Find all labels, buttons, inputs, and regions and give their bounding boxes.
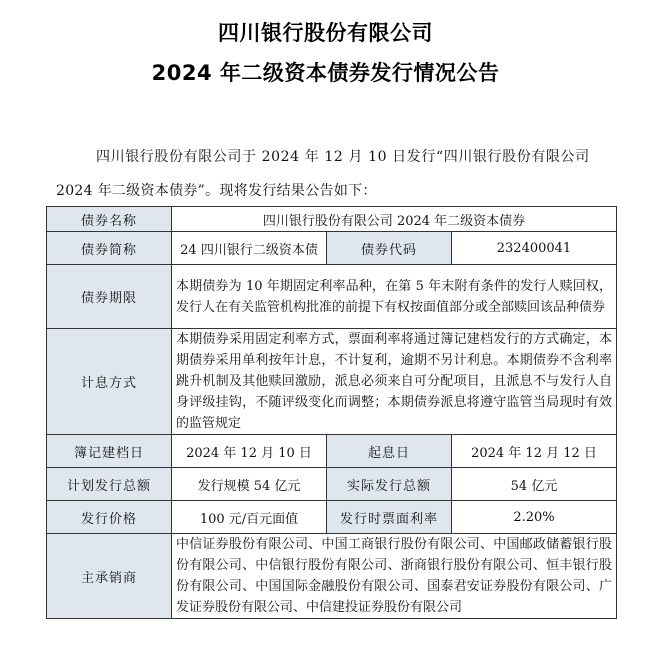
interest-label: 计息方式 (47, 329, 172, 435)
short-name-label: 债券简称 (47, 232, 172, 265)
interest-value: 本期债券采用固定利率方式，票面利率将通过簿记建档发行的方式确定，本期债券采用单利按年计息，不计复利，逾期不另计利息。本期债券不含利率跳升机制及其他赎回激励，派息必须来自可分配项目，且派息不与发行人自身评级挂钩，不随评级变化而调整；本期债券派息将遵守监管当局现时有效的监管规定 (172, 329, 617, 435)
row-interest (47, 329, 617, 435)
coupon-value: 2.20% (452, 501, 617, 534)
term-value: 本期债券为 10 年期固定利率品种，在第 5 年末附有条件的发行人赎回权，发行人在有关监管机构批准的前提下有权按面值部分或全部赎回该品种债券 (172, 265, 617, 329)
intro-line-2: 2024 年二级资本债券”。现将发行结果公告如下： (56, 183, 377, 199)
title-announcement: 2024 年二级资本债券发行情况公告 (151, 61, 500, 85)
bookbuilding-date-value: 2024 年 12 月 10 日 (172, 435, 327, 468)
row-size (47, 468, 617, 501)
row-bond-name (47, 207, 617, 232)
underwriters-value: 中信证券股份有限公司、中国工商银行股份有限公司、中国邮政储蓄银行股份有限公司、中信银行股份有限公司、浙商银行股份有限公司、恒丰银行股份有限公司、中国国际金融股份有限公司、国泰君安证券股份有限公司、广发证券股份有限公司、中信建投证券股份有限公司 (172, 534, 617, 619)
term-label: 债券期限 (47, 265, 172, 329)
actual-size-label: 实际发行总额 (327, 468, 452, 501)
planned-size-value: 发行规模 54 亿元 (172, 468, 327, 501)
value-date-label: 起息日 (327, 435, 452, 468)
row-term (47, 265, 617, 329)
bond-name-label: 债券名称 (47, 207, 172, 232)
bond-name-value: 四川银行股份有限公司 2024 年二级资本债券 (172, 207, 617, 232)
price-label: 发行价格 (47, 501, 172, 534)
bookbuilding-date-label: 簿记建档日 (47, 435, 172, 468)
value-date-value: 2024 年 12 月 12 日 (452, 435, 617, 468)
short-name-value: 24 四川银行二级资本债 (172, 232, 327, 265)
underwriters-label: 主承销商 (47, 534, 172, 619)
planned-size-label: 计划发行总额 (47, 468, 172, 501)
code-value: 232400041 (452, 232, 617, 265)
coupon-label: 发行时票面利率 (327, 501, 452, 534)
bond-info-table (46, 206, 617, 619)
row-dates (47, 435, 617, 468)
code-label: 债券代码 (327, 232, 452, 265)
row-price (47, 501, 617, 534)
actual-size-value: 54 亿元 (452, 468, 617, 501)
intro-line-1: 四川银行股份有限公司于 2024 年 12 月 10 日发行“四川银行股份有限公司 (96, 149, 590, 165)
row-short-name (47, 232, 617, 265)
row-underwriters (47, 534, 617, 619)
price-value: 100 元/百元面值 (172, 501, 327, 534)
title-company: 四川银行股份有限公司 (218, 21, 433, 45)
